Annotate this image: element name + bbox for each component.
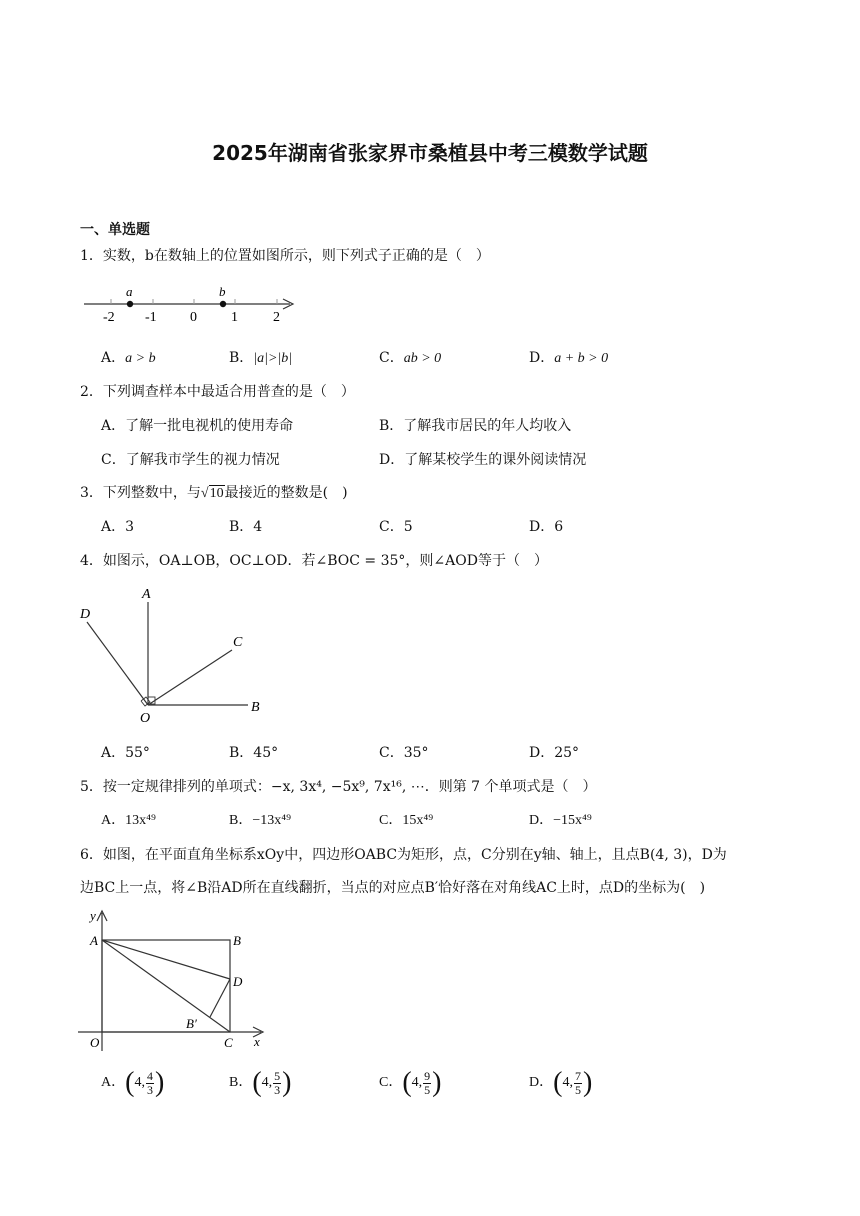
q2-option-a[interactable]: A．了解一批电视机的使用寿命 <box>101 418 294 434</box>
q1-option-a[interactable]: A．a > b <box>101 350 156 366</box>
q4-option-b[interactable]: B．45° <box>229 745 279 761</box>
point-a <box>127 301 133 307</box>
number-line-figure <box>80 283 302 327</box>
coordinate-figure <box>76 905 276 1055</box>
label-y: y <box>90 908 96 923</box>
question-2-stem: 2．下列调查样本中最适合用普查的是（ ） <box>80 384 355 400</box>
label-a: A <box>90 933 98 948</box>
q1-option-b[interactable]: B．|a|>|b| <box>229 350 293 366</box>
q5-option-a[interactable]: A．13x⁴⁹ <box>101 813 156 828</box>
label-o: O <box>140 711 151 726</box>
question-4-stem: 4．如图示，OA⊥OB，OC⊥OD．若∠BOC = 35°，则∠AOD等于（ ） <box>80 553 548 569</box>
q2-option-b[interactable]: B．了解我市居民的年人均收入 <box>379 418 572 434</box>
label-x: x <box>254 1034 260 1049</box>
tick-label: -1 <box>145 310 157 325</box>
question-6-stem-line1: 6．如图，在平面直角坐标系xOy中，四边形OABC为矩形，点，C分别在y轴、轴上，且点B(4, 3)，D为 <box>80 847 727 863</box>
q3-option-a[interactable]: A．3 <box>101 519 135 535</box>
question-6-stem-line2: 边BC上一点，将∠B沿AD所在直线翻折，当点的对应点B′恰好落在对角线AC上时，点D的坐标为( ) <box>80 880 706 896</box>
label-b: b <box>219 284 226 299</box>
q6-option-b[interactable]: B．(4, $\frac{5}{3}$ ) <box>229 1067 292 1098</box>
tick-label: 1 <box>231 310 238 325</box>
label-b: B <box>233 933 241 948</box>
label-c: C <box>233 635 243 650</box>
q4-option-d[interactable]: D．25° <box>529 745 580 761</box>
label-b-prime: B′ <box>186 1016 197 1031</box>
q3-option-b[interactable]: B．4 <box>229 519 263 535</box>
point-b <box>220 301 226 307</box>
q1-option-d[interactable]: D．a + b > 0 <box>529 350 609 366</box>
section-heading: 一、单选题 <box>80 222 150 238</box>
q5-option-b[interactable]: B．−13x⁴⁹ <box>229 813 291 828</box>
question-3-stem: 3．下列整数中，与√10最接近的整数是( ) <box>80 485 348 501</box>
question-1-stem: 1．实数，b在数轴上的位置如图所示，则下列式子正确的是（ ） <box>80 248 490 264</box>
q6-option-a[interactable]: A．(4, $\frac{4}{3}$ ) <box>101 1067 165 1098</box>
tick-label: 2 <box>273 310 280 325</box>
q3-option-c[interactable]: C．5 <box>379 519 413 535</box>
question-5-stem: 5．按一定规律排列的单项式：−x, 3x⁴, −5x⁹, 7x¹⁶, ⋯．则第 7 个单项式是（ ） <box>80 779 597 795</box>
page-title: 2025年湖南省张家界市桑植县中考三模数学试题 <box>212 141 648 165</box>
q5-option-c[interactable]: C．15x⁴⁹ <box>379 813 434 828</box>
q2-option-d[interactable]: D．了解某校学生的课外阅读情况 <box>379 452 587 468</box>
q6-option-c[interactable]: C．(4, $\frac{9}{5}$ ) <box>379 1067 442 1098</box>
q2-option-c[interactable]: C．了解我市学生的视力情况 <box>101 452 280 468</box>
tick-label: 0 <box>190 310 197 325</box>
label-d: D <box>233 974 243 989</box>
label-b: B <box>251 700 260 715</box>
q6-option-d[interactable]: D．(4, $\frac{7}{5}$ ) <box>529 1067 593 1098</box>
q4-option-a[interactable]: A．55° <box>101 745 150 761</box>
q1-option-c[interactable]: C．ab > 0 <box>379 350 442 366</box>
q5-option-d[interactable]: D．−15x⁴⁹ <box>529 813 592 828</box>
q4-option-c[interactable]: C．35° <box>379 745 429 761</box>
tick-label: -2 <box>103 310 115 325</box>
label-o: O <box>90 1035 100 1050</box>
label-c: C <box>224 1035 233 1050</box>
label-a: a <box>126 284 133 299</box>
label-a: A <box>142 587 151 602</box>
label-d: D <box>80 607 91 622</box>
angle-figure <box>70 584 270 726</box>
q3-option-d[interactable]: D．6 <box>529 519 564 535</box>
